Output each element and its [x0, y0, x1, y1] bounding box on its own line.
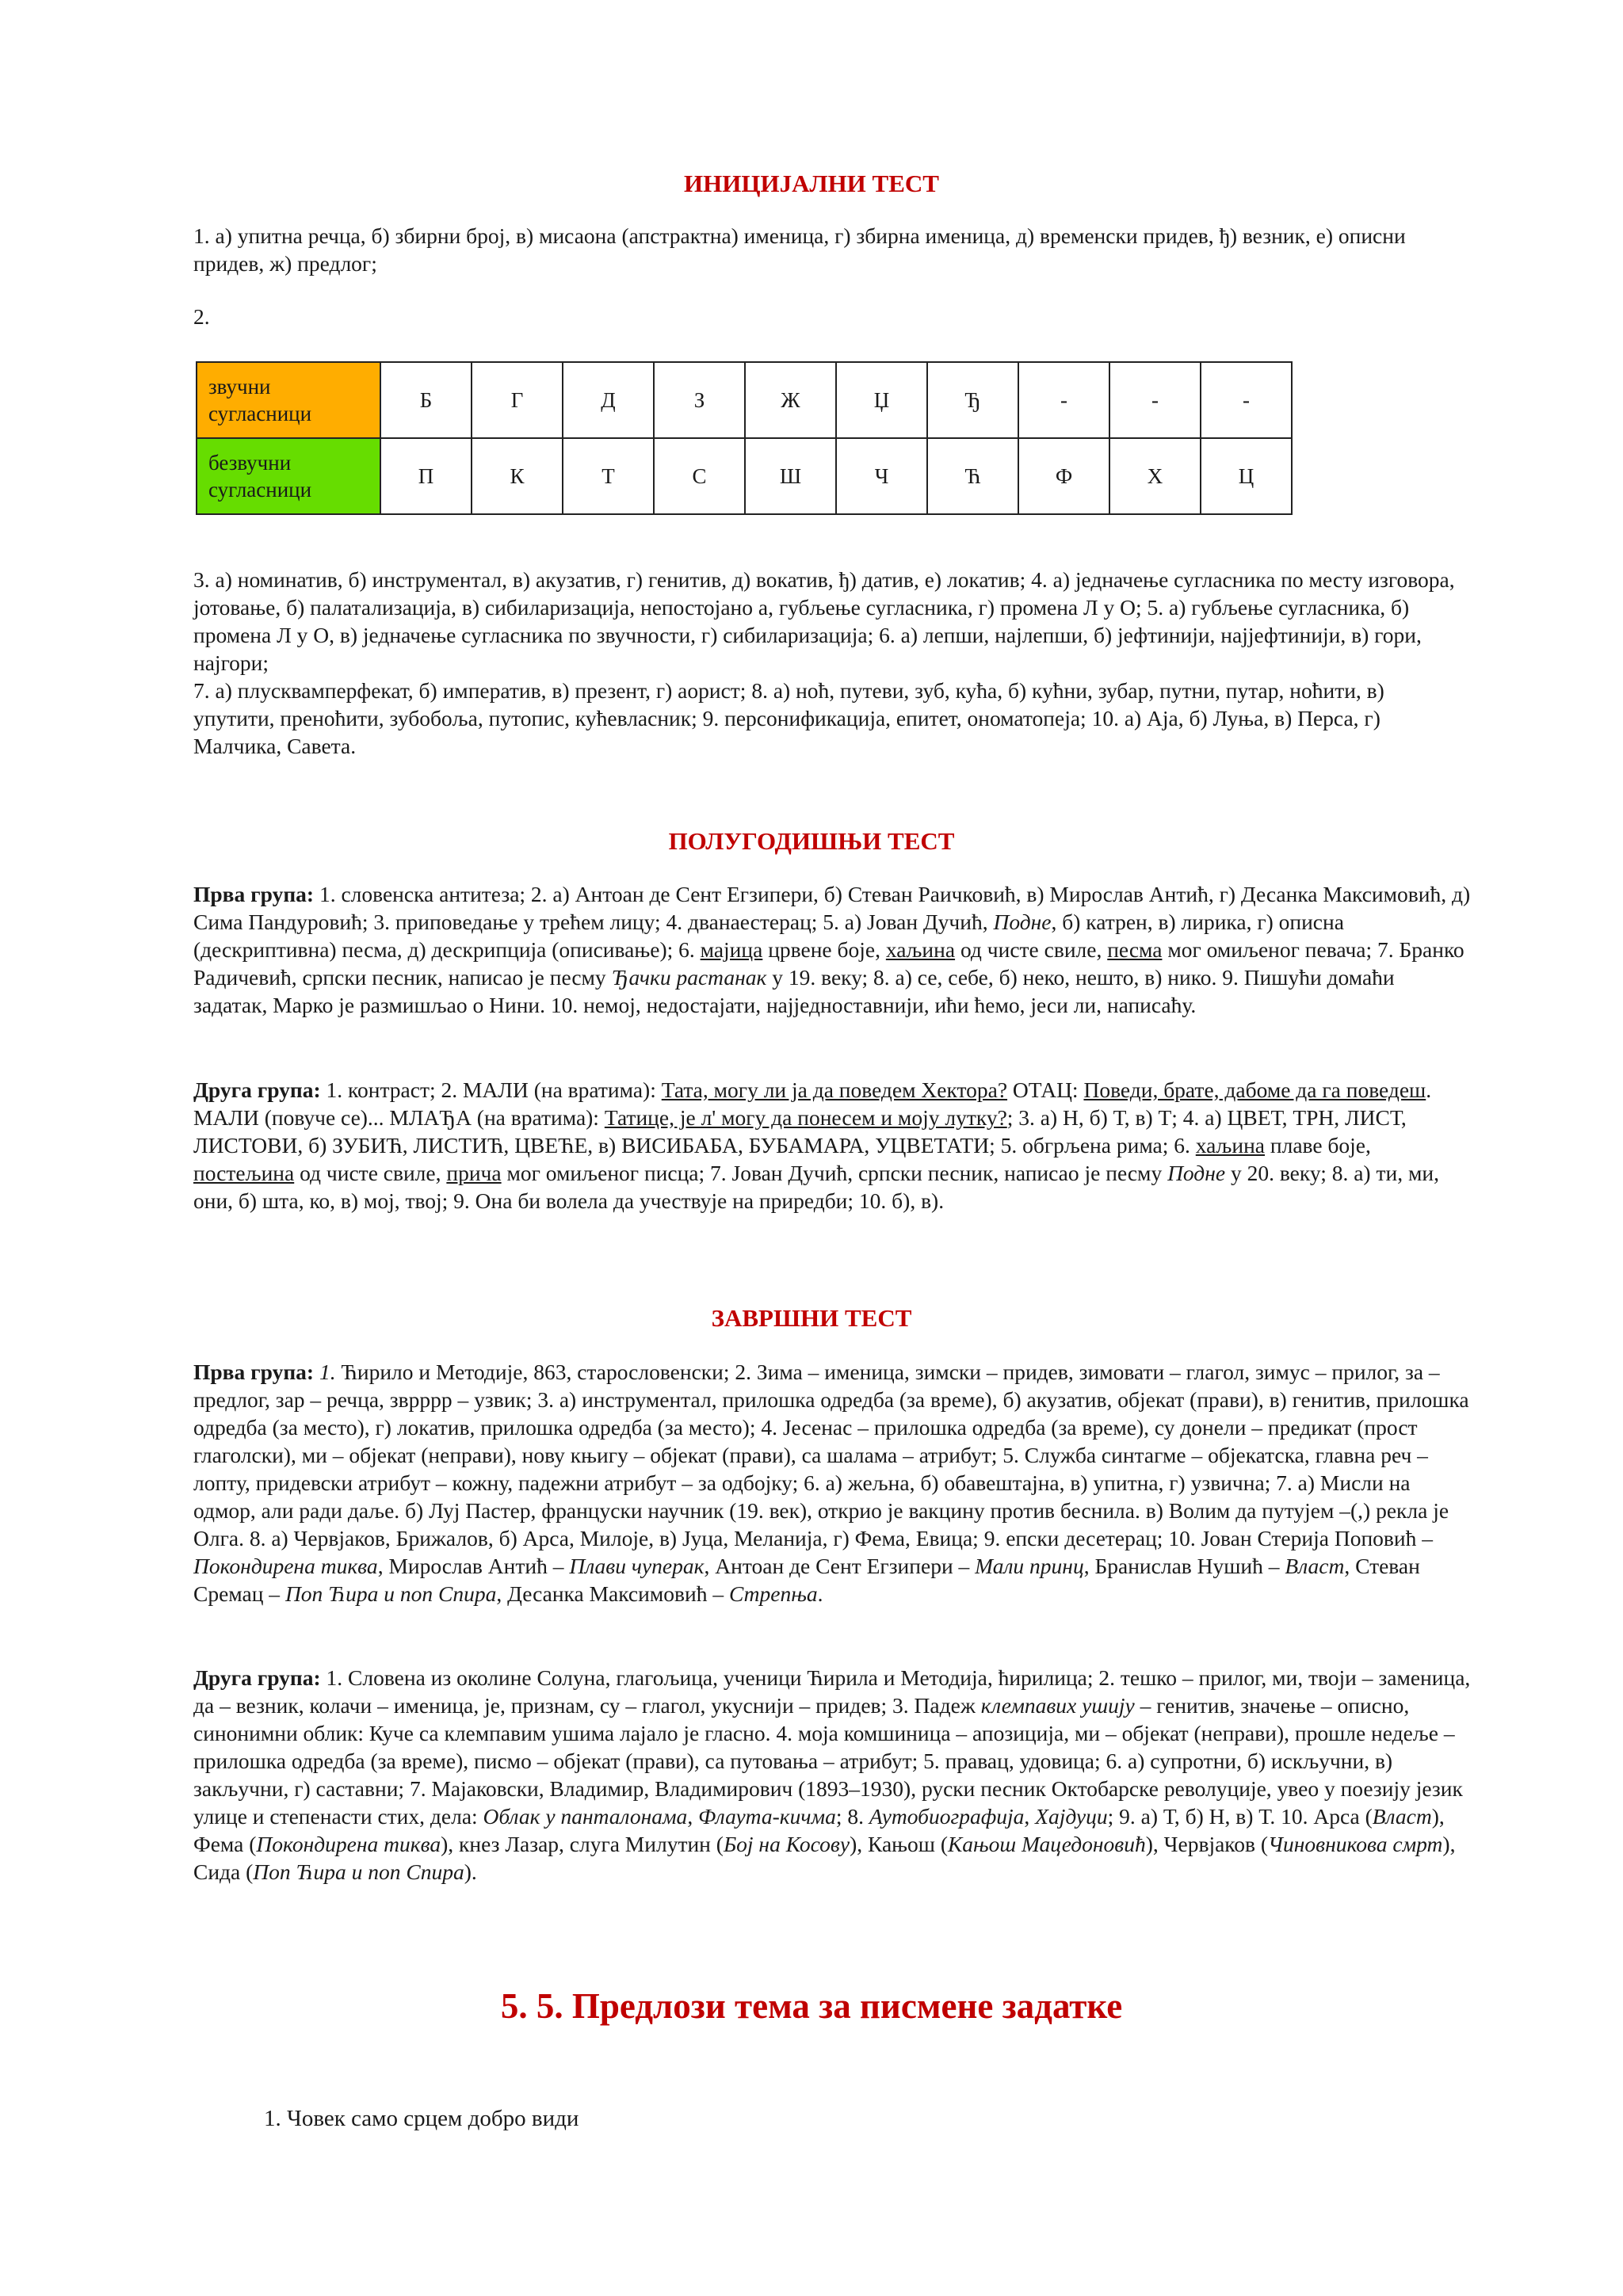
midterm-group-1	[193, 880, 1471, 1019]
voiceless-cell: П	[380, 438, 472, 514]
text-run: ,	[687, 1804, 699, 1829]
italic-title: Стрепња	[728, 1581, 818, 1606]
voiced-cell: Г	[472, 362, 563, 438]
group-label: Друга група:	[193, 1665, 321, 1690]
voiceless-cell: Ч	[836, 438, 927, 514]
underlined-phrase: Поведи, брате, дабоме да га поведеш	[1083, 1077, 1426, 1102]
topics-list	[255, 2106, 579, 2132]
voiceless-cell: Ћ	[927, 438, 1018, 514]
text-run: ), Червјаков (	[1145, 1832, 1269, 1856]
text-run: црвене боје,	[762, 937, 886, 962]
group-label: Прва група:	[193, 1360, 315, 1384]
voiced-cell: Ђ	[927, 362, 1018, 438]
text-run: ), Фема (	[193, 1804, 1445, 1856]
final-group-2	[193, 1664, 1471, 1886]
text-run: , Стеван Сремац –	[193, 1554, 1420, 1606]
text-run: , Десанка Максимовић –	[496, 1581, 729, 1606]
list-item: 1. Човек само срцем добро види	[287, 2106, 579, 2132]
voiced-cell: -	[1201, 362, 1292, 438]
italic-title: Поп Ћира и поп Спира	[285, 1581, 497, 1606]
text-run: у 19. веку; 8. а) се, себе, б) неко, нешто, в) нико. 9. Пишући домаћи задатак, Марко је размишљао о Нини. 10. немој, недостајати, најједноставнији, ићи ћемо, јеси ли, написаћу.	[193, 965, 1395, 1017]
voiceless-cell: К	[472, 438, 563, 514]
text-run: ), Кањош (	[850, 1832, 949, 1856]
text-run: 1. контраст; 2. МАЛИ (на вратима):	[320, 1077, 662, 1102]
voiced-cell: -	[1018, 362, 1109, 438]
text-run: ,	[1024, 1804, 1036, 1829]
voiceless-cell: С	[654, 438, 745, 514]
initial-answers-7-10: 7. а) плусквамперфекат, б) императив, в) презент, г) аорист; 8. а) ноћ, путеви, зуб, кућа, б) кућни, зубар, путни, путар, ноћити, в) упутити, преноћити, зубобоља, путопис, кућевласник; 9. персонификација, епитет, ономатопеја; 10. а) Аја, б) Луња, в) Перса, г) Малчика, Савета.	[193, 678, 1384, 758]
text-run: , б) катрен, в) лирика, г) описна (дескриптивна) песма, д) дескрипција (описивање); 6.	[193, 910, 1344, 962]
voiced-cell: Џ	[836, 362, 927, 438]
italic-title: Покондирена тиква	[193, 1554, 378, 1578]
italic-title: Хајдуци	[1035, 1804, 1108, 1829]
text-run: , Мирослав Антић –	[377, 1554, 570, 1578]
underlined-word: постељина	[193, 1161, 295, 1185]
voiceless-cell: Ф	[1018, 438, 1109, 514]
text-run: ; 3. а) Н, б) Т, в) Т; 4. а) ЦВЕТ, ТРН, ЛИСТ, ЛИСТОВИ, б) ЗУБИЋ, ЛИСТИЋ, ЦВЕЋЕ, в) ВИСИБАБА, БУБАМАРА, УЦВЕТАТИ; 5. обгрљена рима; 6.	[193, 1105, 1407, 1158]
initial-answers-3-6: 3. а) номинатив, б) инструментал, в) акузатив, г) генитив, д) вокатив, ђ) датив, е) локатив; 4. а) једначење сугласника по месту изговора, јотовање, б) палатализација, в) сибиларизација, непостојано а, губљење сугласника, г) промена Л у О; 5. а) губљење сугласника, б) промена Л у О, в) једначење сугласника по звучности, г) сибиларизација; 6. а) лепши, најлепши, б) јефтинији, најјефтинији, в) гори, најгори;	[193, 567, 1455, 675]
italic-number: 1.	[319, 1360, 336, 1384]
underlined-phrase: Татице, је л' могу да понесем и моју лутку?	[604, 1105, 1007, 1130]
text-run: од чисте свиле,	[955, 937, 1108, 962]
italic-title: Флаута-кичма	[698, 1804, 836, 1829]
voiceless-row	[197, 438, 1292, 514]
text-run: у 20. веку; 8. а) ти, ми, они, б) шта, ко, в) мој, твој; 9. Она би волела да учествује на приредби; 10. б), в).	[193, 1161, 1439, 1213]
text-run: ; 9. а) Т, б) Н, в) Т. 10. Арса (	[1107, 1804, 1373, 1829]
group-label: Прва група:	[193, 882, 315, 906]
voiceless-cell: Х	[1109, 438, 1201, 514]
text-run: ), кнез Лазар, слуга Милутин (	[441, 1832, 724, 1856]
topics-section-title: 5. 5. Предлози тема за писмене задатке	[500, 1986, 1123, 2026]
voiced-cell: Ж	[745, 362, 836, 438]
initial-answer-2-label: 2.	[193, 304, 210, 329]
italic-title: Подне	[993, 910, 1052, 934]
italic-title: Бој на Косову	[723, 1832, 850, 1856]
text-run: ОТАЦ:	[1007, 1077, 1084, 1102]
underlined-word: мајица	[700, 937, 763, 962]
text-run: , Антоан де Сент Егзипери –	[704, 1554, 976, 1578]
italic-title: Аутобиографија	[869, 1804, 1025, 1829]
voiceless-cell: Ш	[745, 438, 836, 514]
text-run: . МАЛИ (повуче се)... МЛАЂА (на вратима):	[193, 1077, 1432, 1130]
text-run: мог омиљеног писца; 7. Јован Дучић, српски песник, написао је песму	[501, 1161, 1168, 1185]
italic-title: Покондирена тиква	[256, 1832, 441, 1856]
italic-title: Кањош Мацедоновић	[948, 1832, 1146, 1856]
italic-title: Плави чуперак	[569, 1554, 705, 1578]
voiced-cell: З	[654, 362, 745, 438]
voiceless-label: безвучни сугласници	[197, 438, 380, 514]
text-run: 1. Словена из околине Солуна, глагољица, ученици Ћирила и Методија, ћирилица; 2. тешко – прилог, ми, твоји – заменица, да – везник, колачи – именица, је, признам, су – глагол, укуснији – придев; 3. Падеж	[193, 1665, 1471, 1718]
italic-title: Подне	[1167, 1161, 1226, 1185]
midterm-group-2	[193, 1076, 1471, 1215]
text-run: плаве боје,	[1265, 1133, 1371, 1158]
voiced-row	[197, 362, 1292, 438]
italic-title: Власт	[1285, 1554, 1345, 1578]
underlined-phrase: Тата, могу ли ја да поведем Хектора?	[661, 1077, 1008, 1102]
initial-test-title: ИНИЦИЈАЛНИ ТЕСТ	[684, 170, 939, 197]
text-run: мог омиљеног певача; 7. Бранко Радичевић, српски песник, написао је песму	[193, 937, 1465, 990]
text-run: – генитив, значење – описно, синонимни облик: Куче са клемпавим ушима лајало је гласно. 4. моја комшиница – апозиција, ми – објекат (неправи), прошле недеље – прилошка одредба (за време), писмо – објекат (прави), са путовања – атрибут; 5. правац, удовица; 6. а) супротни, б) искључни, в) закључни, г) саставни; 7. Мајаковски, Владимир, Владимирович (1893–1930), руски песник Октобарске револуције, увео у поезију језик улице и степенасти стих, дела:	[193, 1693, 1463, 1829]
voiceless-cell: Ц	[1201, 438, 1292, 514]
italic-title: Чиновникова смрт	[1268, 1832, 1443, 1856]
underlined-word: хаљина	[1195, 1133, 1265, 1158]
italic-title: Поп Ћира и поп Спира	[253, 1859, 464, 1884]
text-run: Ћирило и Методије, 863, старословенски; 2. Зима – именица, зимски – придев, зимовати – глагол, зимус – прилог, за – предлог, зар – речца, зврррр – узвик; 3. а) инструментал, прилошка одредба (за време), б) акузатив, објекат (прави), в) генитив, прилошка одредба (за место), г) локатив, прилошка одредба (за место); 4. Јесенас – прилошка одредба (за време), су донели – предикат (прост глаголски), ми – објекат (неправи), нову књигу – објекат (прави), са шалама – атрибут; 5. Служба синтагме – објекатска, главна реч – лопту, придевски атрибут – кожну, падежни атрибут – за одбојку; 6. а) жељна, б) обавештајна, в) упитна, г) узвична; 7. а) Мисли на одмор, али ради даље. б) Луј Пастер, француски научник (19. век), открио је вакцину против беснила. в) Волим да путујем –(,) рекла је Олга. 8. а) Червјаков, Брижалов, б) Арса, Милоје, в) Јуца, Меланија, г) Фема, Евица; 9. епски десетерац; 10. Јован Стерија Поповић –	[193, 1360, 1469, 1550]
text-run: ), Сида (	[193, 1832, 1456, 1884]
underlined-word: прича	[446, 1161, 502, 1185]
voiced-cell: -	[1109, 362, 1201, 438]
consonants-table	[196, 361, 1293, 515]
text-run: ; 8.	[835, 1804, 869, 1829]
initial-answer-1: 1. а) упитна речца, б) збирни број, в) мисаона (апстрактна) именица, г) збирна именица, д) временски придев, ђ) везник, е) описни придев, ж) предлог;	[193, 223, 1406, 276]
voiced-label: звучни сугласници	[197, 362, 380, 438]
italic-title: Власт	[1372, 1804, 1432, 1829]
initial-answers-rest	[193, 566, 1471, 760]
underlined-word: песма	[1107, 937, 1163, 962]
text-run: 1. словенска антитеза; 2. а) Антоан де Сент Егзипери, б) Стеван Раичковић, в) Мирослав Антић, г) Десанка Максимовић, д) Сима Пандуровић; 3. приповедање у трећем лицу; 4. дванаестерац; 5. а) Јован Дучић,	[193, 882, 1471, 934]
final-group-1	[193, 1358, 1471, 1608]
text-run: ).	[464, 1859, 477, 1884]
text-run: од чисте свиле,	[294, 1161, 447, 1185]
italic-title: Мали принц	[975, 1554, 1084, 1578]
voiced-cell: Д	[563, 362, 654, 438]
italic-phrase: клемпавих ушију	[980, 1693, 1135, 1718]
underlined-word: хаљина	[885, 937, 956, 962]
final-test-title: ЗАВРШНИ ТЕСТ	[711, 1304, 912, 1332]
text-run: .	[817, 1581, 823, 1606]
text-run: , Бранислав Нушић –	[1083, 1554, 1285, 1578]
italic-title: Облак у панталонама	[483, 1804, 688, 1829]
midterm-test-title: ПОЛУГОДИШЊИ ТЕСТ	[668, 827, 955, 855]
voiceless-cell: Т	[563, 438, 654, 514]
voiced-cell: Б	[380, 362, 472, 438]
italic-title: Ђачки растанак	[611, 965, 767, 990]
group-label: Друга група:	[193, 1077, 321, 1102]
